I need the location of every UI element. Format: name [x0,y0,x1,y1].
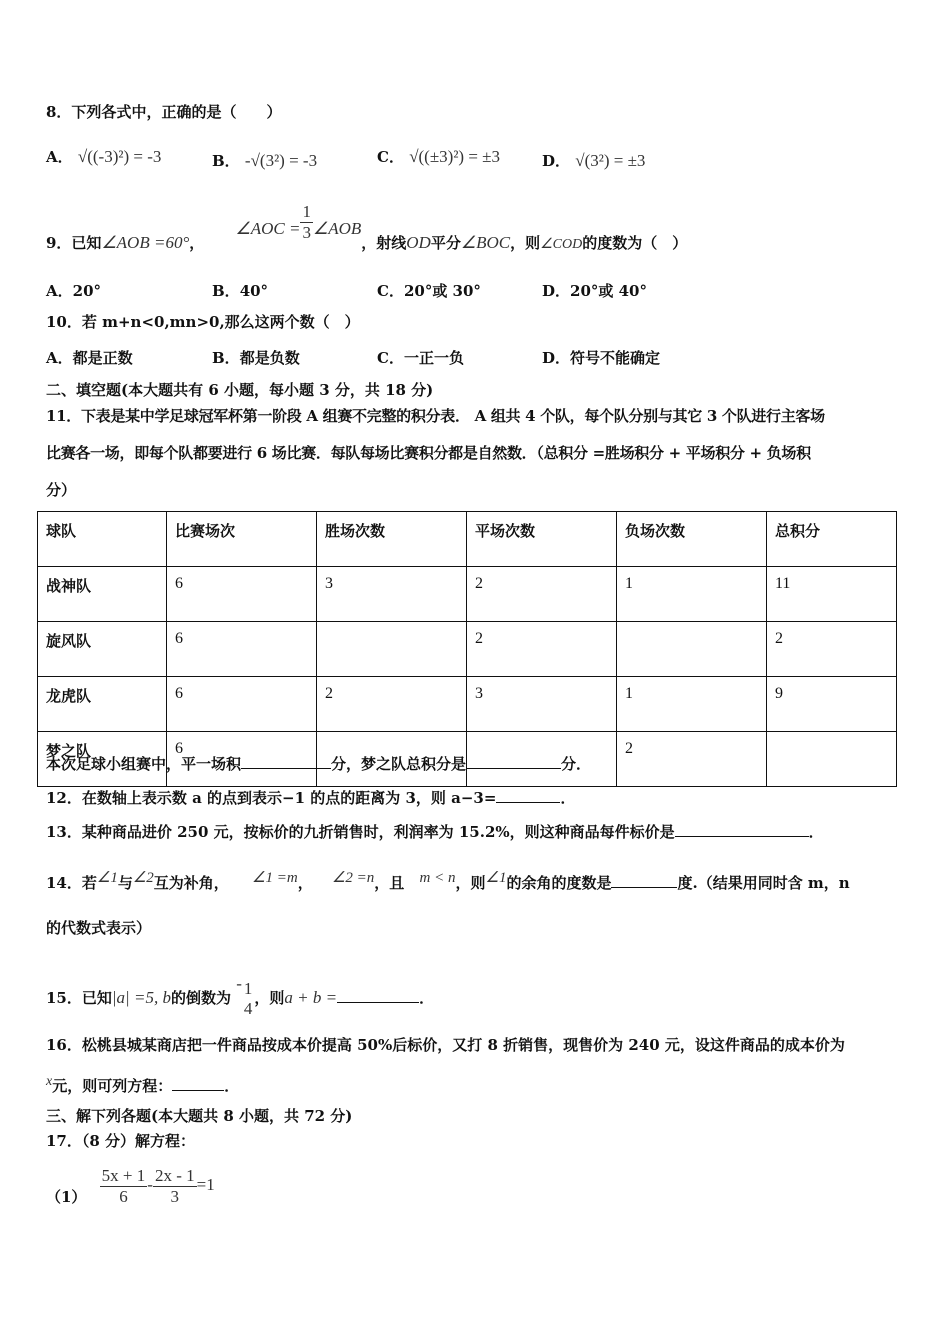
team-cell: 梦之队 [38,732,167,787]
team-cell: 战神队 [38,567,167,622]
score-table [37,511,897,787]
header-cell: 平场次数 [467,512,617,567]
q11-line1: 11．下表是某中学足球冠军杯第一阶段 A 组赛不完整的积分表． A 组共 4 个队，每个队分别与其它 3 个队进行主客场 [46,407,825,425]
table-cell: 6 [167,567,317,622]
table-cell: 2 [617,732,767,787]
table-cell: 1 [617,567,767,622]
q9-option-a: A．20° [46,282,102,300]
q16-line1: 16．松桃县城某商店把一件商品按成本价提高 50%后标价，又打 8 折销售，现售价为 240 元，设这件商品的成本价为 [46,1036,845,1054]
answer-blank[interactable] [337,988,419,1003]
table-header-row [38,512,897,567]
table-cell: 6 [167,622,317,677]
answer-blank[interactable] [675,822,809,837]
table-cell [317,622,467,677]
table-cell: 6 [167,732,317,787]
q10-option-d: D．符号不能确定 [542,349,661,367]
table-cell: 2 [317,677,467,732]
q17-stem: 17．（8 分）解方程： [46,1132,196,1150]
table-cell [767,732,897,787]
q8-option-a: A． √((-3)²) = -3 [46,147,162,166]
table-cell: 2 [467,567,617,622]
q17-equation-1: （1） $\frac{5x + 1}{6}$ - $\frac{2x - 1}{3}$ =1 [46,1165,215,1206]
section-2-heading: 二、填空题(本大题共有 6 小题，每小题 3 分，共 18 分) [46,381,434,399]
table-row [38,622,897,677]
q15: 15．已知|a| =5, b的倒数为 - 1 4 ，则a + b = ． [46,974,435,1018]
answer-blank[interactable] [496,788,560,803]
table-cell [617,622,767,677]
header-cell: 胜场次数 [317,512,467,567]
q9-stem: 9．已知∠AOB =60°， ∠AOC = $\frac{1}{3}$ ∠AOB，射线OD平分∠BOC，则∠COD的度数为（ ） [46,202,688,252]
answer-blank[interactable] [241,754,331,769]
q10-option-a: A．都是正数 [46,349,133,367]
header-cell: 球队 [38,512,167,567]
answer-blank[interactable] [466,754,561,769]
table-cell: 1 [617,677,767,732]
q14-line1: 14．若$^{\angle 1}$与$^{\angle 2}$互为补角， $^{\angle 1 =m}$， $^{\angle 2 =n}$，且 $^{m < n}$，则$^{\angle 1}$的余角的度数是 度.（结果用同时含 m，n [46,870,850,892]
table-cell: 3 [467,677,617,732]
team-cell: 旋风队 [38,622,167,677]
q14-line2: 的代数式表示） [46,919,152,937]
q8-stem: 8．下列各式中，正确的是（ ） [46,103,282,121]
q11-question: 本次足球小组赛中，平一场积 分，梦之队总积分是 分． [46,755,592,773]
q8-option-d: D． √(3²) = ±3 [542,151,646,170]
q10-option-c: C．一正一负 [377,349,464,367]
header-cell: 负场次数 [617,512,767,567]
table-cell: 3 [317,567,467,622]
table-cell: 9 [767,677,897,732]
q9-option-b: B．40° [212,282,269,300]
table-cell: 2 [467,622,617,677]
q13: 13．某种商品进价 250 元，按标价的九折销售时，利润率为 15.2%，则这种商品每件标价是 ． [46,823,824,841]
table-cell: 11 [767,567,897,622]
q12: 12．在数轴上表示数 a 的点到表示−1 的点的距离为 3，则 a−3= ． [46,789,576,807]
q16-line2: $^x$元，则可列方程： ． [46,1074,240,1095]
answer-blank[interactable] [611,873,677,888]
team-cell: 龙虎队 [38,677,167,732]
q10-option-b: B．都是负数 [212,349,300,367]
q9-option-d: D．20°或 40° [542,282,647,300]
section-3-heading: 三、解下列各题(本大题共 8 小题，共 72 分) [46,1107,353,1125]
table-cell: 2 [767,622,897,677]
q8-option-c: C． √((±3)²) = ±3 [377,147,501,166]
answer-blank[interactable] [172,1076,224,1091]
table-cell: 6 [167,677,317,732]
q11-line2: 比赛各一场，即每个队都要进行 6 场比赛．每队每场比赛积分都是自然数．（总积分 =胜场积分 + 平场积分 + 负场积 [46,444,811,462]
table-row [38,677,897,732]
q8-option-b: B． -√(3²) = -3 [212,151,318,170]
table-row [38,567,897,622]
header-cell: 比赛场次 [167,512,317,567]
q11-line3: 分） [46,481,77,499]
header-cell: 总积分 [767,512,897,567]
q9-option-c: C．20°或 30° [377,282,481,300]
q10-stem: 10．若 m+n<0,mn>0,那么这两个数（ ） [46,313,360,331]
